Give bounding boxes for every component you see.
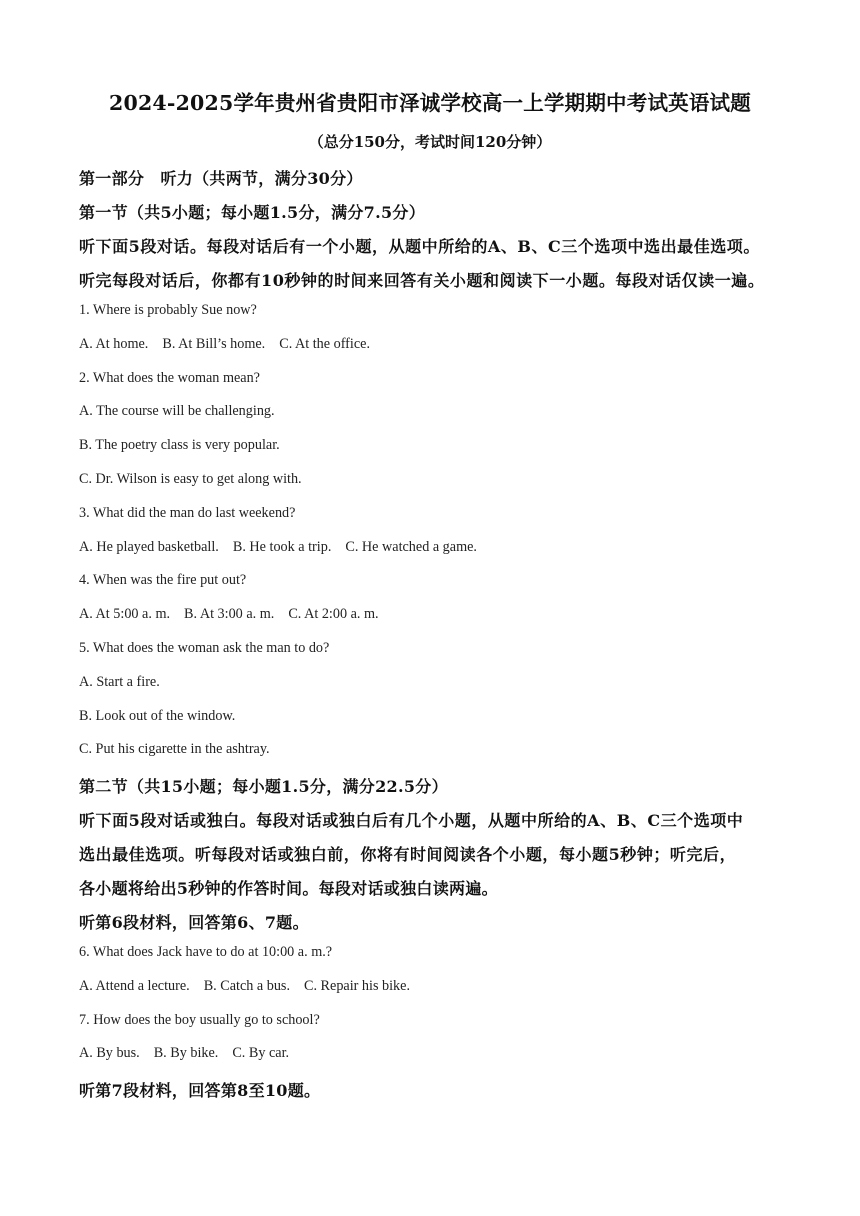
option-row xyxy=(79,539,477,556)
exam-subtitle: （总分150分，考试时间120分钟） xyxy=(308,133,552,151)
section2-instruction-line: 选出最佳选项。听每段对话或独白前，你将有时间阅读各个小题，每小题5秒钟；听完后， xyxy=(79,845,737,864)
section1-heading: 第一节（共5小题；每小题1.5分，满分7.5分） xyxy=(79,203,426,222)
option-row xyxy=(79,606,379,623)
option-a: A. Start a fire. xyxy=(79,674,160,690)
option-a: A. He played basketball. xyxy=(79,539,219,555)
question-stem: 7. How does the boy usually go to school? xyxy=(79,1012,320,1028)
option-c: C. Dr. Wilson is easy to get along with. xyxy=(79,471,302,487)
question-stem: 5. What does the woman ask the man to do? xyxy=(79,640,330,656)
option-b: B. By bike. xyxy=(153,1045,219,1061)
option-a: A. The course will be challenging. xyxy=(79,403,275,419)
question-stem: 1. Where is probably Sue now? xyxy=(79,302,257,318)
option-c: C. At 2:00 a. m. xyxy=(288,606,379,622)
section1-instruction-line: 听下面5段对话。每段对话后有一个小题，从题中所给的A、B、C三个选项中选出最佳选项。 xyxy=(79,237,760,256)
option-c: C. He watched a game. xyxy=(345,539,477,555)
question-stem: 4. When was the fire put out? xyxy=(79,572,247,588)
question-stem: 6. What does Jack have to do at 10:00 a. m.? xyxy=(79,944,333,960)
option-b: B. Catch a bus. xyxy=(203,978,290,994)
option-b: B. At Bill’s home. xyxy=(162,336,266,352)
option-b: B. At 3:00 a. m. xyxy=(184,606,275,622)
option-c: C. By car. xyxy=(232,1045,290,1061)
option-row xyxy=(79,1045,289,1062)
option-b: B. The poetry class is very popular. xyxy=(79,437,280,453)
option-row xyxy=(79,336,370,353)
question-stem: 2. What does the woman mean? xyxy=(79,370,260,386)
section2-instruction-line: 各小题将给出5秒钟的作答时间。每段对话或独白读两遍。 xyxy=(79,879,498,898)
option-c: C. Repair his bike. xyxy=(304,978,410,994)
material7-heading: 听第7段材料，回答第8至10题。 xyxy=(79,1081,321,1100)
option-a: A. At 5:00 a. m. xyxy=(79,606,171,622)
section2-instruction-line: 听下面5段对话或独白。每段对话或独白后有几个小题，从题中所给的A、B、C三个选项中 xyxy=(79,811,744,830)
question-stem: 3. What did the man do last weekend? xyxy=(79,505,296,521)
option-b: B. He took a trip. xyxy=(232,539,332,555)
option-row xyxy=(79,978,410,995)
material6-heading: 听第6段材料，回答第6、7题。 xyxy=(79,913,309,932)
part1-heading: 第一部分 听力（共两节，满分30分） xyxy=(79,169,363,188)
option-a: A. By bus. xyxy=(79,1045,140,1061)
option-a: A. Attend a lecture. xyxy=(79,978,190,994)
option-c: C. Put his cigarette in the ashtray. xyxy=(79,741,270,757)
exam-title: 2024-2025学年贵州省贵阳市泽诚学校高一上学期期中考试英语试题 xyxy=(109,91,751,115)
option-b: B. Look out of the window. xyxy=(79,708,236,724)
option-c: C. At the office. xyxy=(279,336,370,352)
section1-instruction-line: 听完每段对话后，你都有10秒钟的时间来回答有关小题和阅读下一小题。每段对话仅读一遍。 xyxy=(79,271,765,290)
option-a: A. At home. xyxy=(79,336,149,352)
section2-heading: 第二节（共15小题；每小题1.5分，满分22.5分） xyxy=(79,777,448,796)
